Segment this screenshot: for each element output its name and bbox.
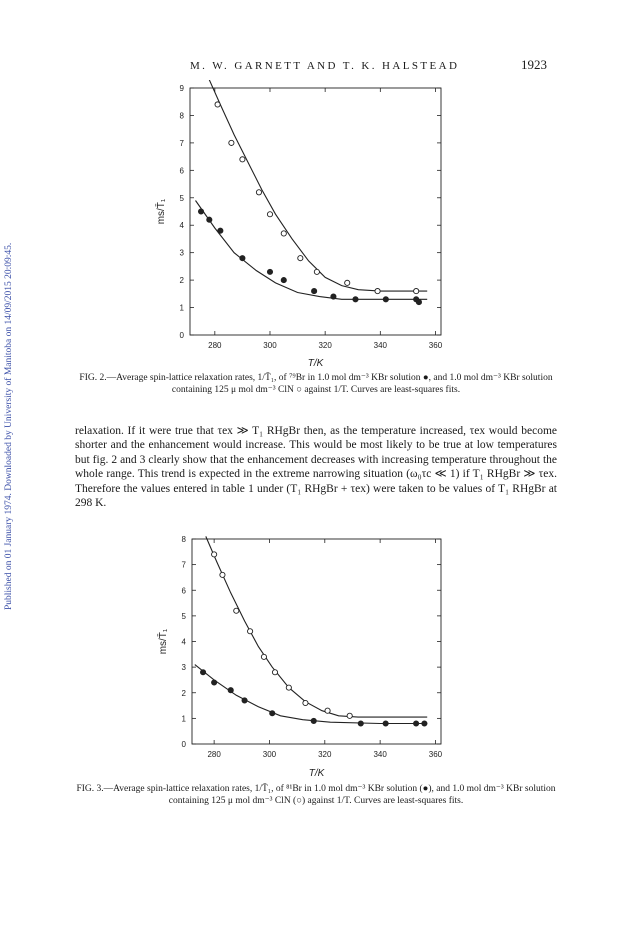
data-point-open <box>240 157 245 162</box>
fit-curve-filled <box>196 201 428 300</box>
y-tick-label: 7 <box>181 560 186 570</box>
data-point-filled <box>358 721 363 726</box>
y-tick-label: 6 <box>179 166 184 176</box>
data-point-filled <box>267 269 272 274</box>
y-axis-label: ms/T̄₁ <box>156 198 167 225</box>
data-point-open <box>298 256 303 261</box>
data-point-open <box>212 552 217 557</box>
figure-3 <box>0 530 632 785</box>
data-point-open <box>414 288 419 293</box>
data-point-filled <box>212 680 217 685</box>
data-point-open <box>347 713 352 718</box>
y-tick-label: 9 <box>179 84 184 93</box>
data-point-filled <box>200 670 205 675</box>
data-point-filled <box>414 721 419 726</box>
data-point-filled <box>198 209 203 214</box>
plot-frame <box>190 88 441 335</box>
y-tick-label: 5 <box>179 193 184 203</box>
data-point-open <box>261 654 266 659</box>
plot-frame <box>192 539 441 744</box>
page-number: 1923 <box>521 57 547 72</box>
data-point-filled <box>383 297 388 302</box>
figure-2-plot <box>0 80 632 380</box>
y-tick-label: 4 <box>179 221 184 231</box>
y-tick-label: 8 <box>179 111 184 121</box>
data-point-open <box>375 288 380 293</box>
data-point-filled <box>383 721 388 726</box>
data-point-open <box>220 572 225 577</box>
data-point-open <box>267 212 272 217</box>
figure-2-caption: FIG. 2.—Average spin-lattice relaxation rates, 1/T̄₁, of ⁷⁹Br in 1.0 mol dm⁻³ KBr solution ●, and 1.0 mol dm⁻³ KBr solution containing 125 μ mol dm⁻³ ClN ○ against 1/T. Curves are least-squares fits. <box>79 373 553 395</box>
y-tick-label: 8 <box>181 535 186 544</box>
data-point-filled <box>270 711 275 716</box>
y-tick-label: 2 <box>181 688 186 698</box>
x-tick-label: 360 <box>428 750 443 759</box>
x-axis-label: T/K <box>308 768 325 779</box>
y-tick-label: 3 <box>179 248 184 258</box>
data-point-filled <box>422 721 427 726</box>
y-axis-label: ms/T̄₁ <box>158 628 169 655</box>
y-tick-label: 6 <box>181 586 186 596</box>
x-tick-label: 360 <box>428 341 443 350</box>
y-tick-label: 0 <box>179 331 184 340</box>
x-tick-label: 320 <box>318 750 332 759</box>
data-point-filled <box>331 294 336 299</box>
data-point-open <box>256 190 261 195</box>
data-point-filled <box>218 228 223 233</box>
data-point-filled <box>416 299 421 304</box>
data-point-open <box>314 269 319 274</box>
download-notice: Published on 01 January 1974. Downloaded by University of Manitoba on 14/09/2015 20:09:45. <box>4 242 14 610</box>
x-tick-label: 320 <box>318 341 332 350</box>
data-point-open <box>272 670 277 675</box>
data-point-open <box>345 280 350 285</box>
data-point-open <box>248 629 253 634</box>
y-tick-label: 4 <box>181 637 186 647</box>
x-tick-label: 280 <box>208 341 222 350</box>
data-point-open <box>286 685 291 690</box>
data-point-open <box>234 608 239 613</box>
x-axis-label: T/K <box>307 358 324 369</box>
data-point-filled <box>228 688 233 693</box>
figure-3-caption: FIG. 3.—Average spin-lattice relaxation rates, 1/T̄₁, of ⁸¹Br in 1.0 mol dm⁻³ KBr solution (●), and 1.0 mol dm⁻³ KBr solution containing 125 μ mol dm⁻³ ClN (○) against 1/T. Curves are least-squares fits. <box>76 784 556 806</box>
data-point-open <box>281 231 286 236</box>
figure-3-plot <box>0 530 632 785</box>
y-tick-label: 1 <box>181 714 186 724</box>
data-point-open <box>325 708 330 713</box>
data-point-open <box>215 102 220 107</box>
y-tick-label: 2 <box>179 276 184 286</box>
data-point-filled <box>312 288 317 293</box>
y-tick-label: 5 <box>181 611 186 621</box>
data-point-open <box>229 140 234 145</box>
x-tick-label: 300 <box>262 750 277 759</box>
body-paragraph: relaxation. If it were true that τex ≫ T₁ RHgBr then, as the temperature increased, τex would become shorter and the enhancement would increase. This would be most likely to be true at low temperatures but fig. 2 and 3 clearly show that the enhancement decreases with increasing temperature throughout the whole range. This trend is expected in the extreme narrowing situation (ω₀τc ≪ 1) if T₁ RHgBr ≫ τex. Therefore the values entered in table 1 under (T₁ RHgBr + τex) were taken to be values of T₁ RHgBr at 298 K. <box>75 425 557 510</box>
fit-curve-open <box>206 536 427 717</box>
y-tick-label: 1 <box>179 303 184 313</box>
data-point-filled <box>240 256 245 261</box>
x-tick-label: 280 <box>207 750 221 759</box>
x-tick-label: 340 <box>373 341 387 350</box>
data-point-filled <box>207 217 212 222</box>
x-tick-label: 340 <box>373 750 387 759</box>
figure-2 <box>0 80 632 380</box>
running-head: M. W. GARNETT AND T. K. HALSTEAD <box>190 60 460 72</box>
fit-curve-filled <box>195 665 427 724</box>
y-tick-label: 7 <box>179 138 184 148</box>
data-point-filled <box>242 698 247 703</box>
data-point-filled <box>311 718 316 723</box>
data-point-filled <box>353 297 358 302</box>
x-tick-label: 300 <box>263 341 277 350</box>
data-point-filled <box>281 278 286 283</box>
data-point-open <box>303 700 308 705</box>
y-tick-label: 3 <box>181 663 186 673</box>
y-tick-label: 0 <box>181 740 186 749</box>
